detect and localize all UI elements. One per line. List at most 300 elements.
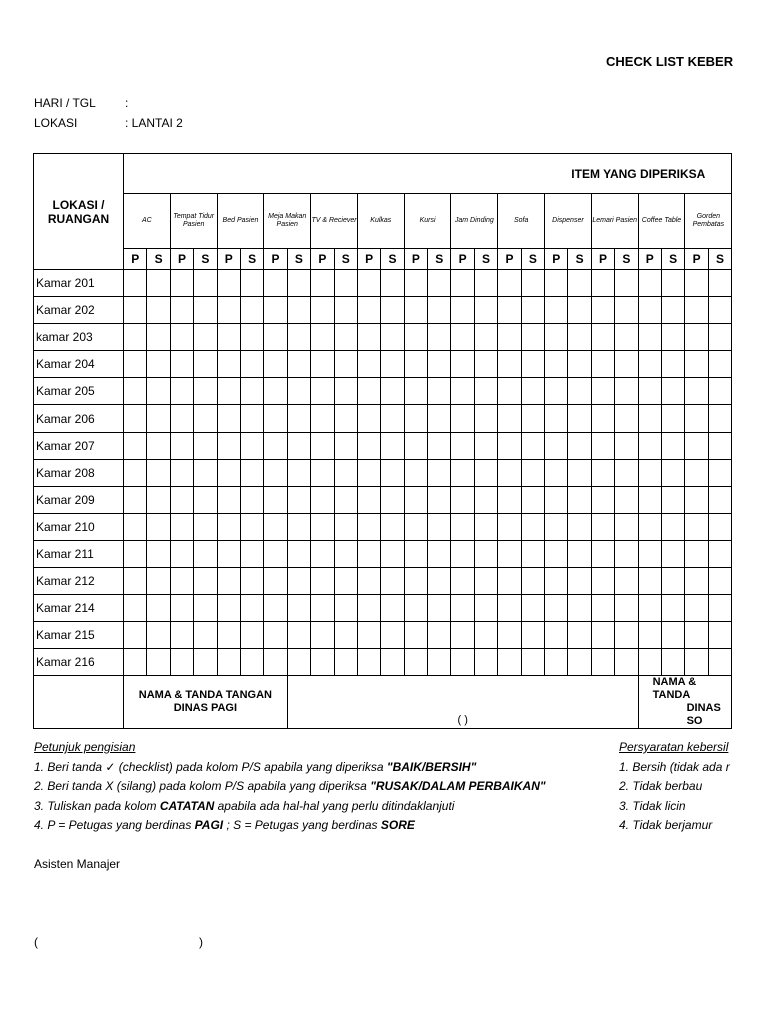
check-cell[interactable] [568, 378, 591, 405]
check-cell[interactable] [615, 324, 638, 351]
check-cell[interactable] [451, 405, 474, 432]
check-cell[interactable] [615, 351, 638, 378]
check-cell[interactable] [638, 540, 661, 567]
check-cell[interactable] [194, 595, 217, 622]
check-cell[interactable] [311, 595, 334, 622]
check-cell[interactable] [334, 595, 357, 622]
check-cell[interactable] [451, 486, 474, 513]
check-cell[interactable] [124, 405, 147, 432]
check-cell[interactable] [357, 595, 380, 622]
check-cell[interactable] [264, 405, 287, 432]
check-cell[interactable] [568, 459, 591, 486]
check-cell[interactable] [287, 324, 310, 351]
check-cell[interactable] [404, 297, 427, 324]
check-cell[interactable] [451, 378, 474, 405]
check-cell[interactable] [428, 270, 451, 297]
check-cell[interactable] [311, 405, 334, 432]
check-cell[interactable] [474, 351, 497, 378]
check-cell[interactable] [708, 405, 732, 432]
check-cell[interactable] [661, 351, 684, 378]
check-cell[interactable] [451, 432, 474, 459]
check-cell[interactable] [147, 432, 170, 459]
check-cell[interactable] [638, 297, 661, 324]
check-cell[interactable] [147, 649, 170, 676]
check-cell[interactable] [287, 270, 310, 297]
check-cell[interactable] [194, 622, 217, 649]
check-cell[interactable] [428, 568, 451, 595]
check-cell[interactable] [615, 513, 638, 540]
check-cell[interactable] [194, 513, 217, 540]
check-cell[interactable] [264, 270, 287, 297]
check-cell[interactable] [638, 432, 661, 459]
check-cell[interactable] [170, 459, 193, 486]
check-cell[interactable] [685, 540, 708, 567]
check-cell[interactable] [521, 513, 544, 540]
check-cell[interactable] [124, 649, 147, 676]
check-cell[interactable] [240, 405, 263, 432]
check-cell[interactable] [147, 459, 170, 486]
check-cell[interactable] [615, 649, 638, 676]
check-cell[interactable] [498, 351, 521, 378]
check-cell[interactable] [591, 540, 614, 567]
check-cell[interactable] [217, 595, 240, 622]
check-cell[interactable] [287, 649, 310, 676]
check-cell[interactable] [381, 649, 404, 676]
check-cell[interactable] [194, 649, 217, 676]
check-cell[interactable] [381, 432, 404, 459]
check-cell[interactable] [264, 568, 287, 595]
check-cell[interactable] [545, 540, 568, 567]
check-cell[interactable] [451, 459, 474, 486]
check-cell[interactable] [124, 540, 147, 567]
check-cell[interactable] [708, 297, 732, 324]
check-cell[interactable] [545, 622, 568, 649]
check-cell[interactable] [474, 595, 497, 622]
check-cell[interactable] [498, 405, 521, 432]
check-cell[interactable] [170, 324, 193, 351]
check-cell[interactable] [708, 568, 732, 595]
check-cell[interactable] [568, 351, 591, 378]
check-cell[interactable] [451, 270, 474, 297]
check-cell[interactable] [638, 513, 661, 540]
check-cell[interactable] [521, 595, 544, 622]
check-cell[interactable] [615, 297, 638, 324]
check-cell[interactable] [381, 513, 404, 540]
check-cell[interactable] [334, 378, 357, 405]
check-cell[interactable] [661, 297, 684, 324]
check-cell[interactable] [264, 378, 287, 405]
check-cell[interactable] [381, 486, 404, 513]
check-cell[interactable] [381, 378, 404, 405]
check-cell[interactable] [194, 432, 217, 459]
check-cell[interactable] [240, 540, 263, 567]
check-cell[interactable] [194, 351, 217, 378]
check-cell[interactable] [685, 405, 708, 432]
check-cell[interactable] [217, 432, 240, 459]
check-cell[interactable] [685, 595, 708, 622]
check-cell[interactable] [311, 513, 334, 540]
check-cell[interactable] [428, 459, 451, 486]
check-cell[interactable] [147, 540, 170, 567]
check-cell[interactable] [334, 568, 357, 595]
check-cell[interactable] [357, 540, 380, 567]
check-cell[interactable] [474, 513, 497, 540]
check-cell[interactable] [170, 649, 193, 676]
check-cell[interactable] [287, 432, 310, 459]
check-cell[interactable] [194, 405, 217, 432]
check-cell[interactable] [240, 513, 263, 540]
check-cell[interactable] [521, 486, 544, 513]
check-cell[interactable] [638, 405, 661, 432]
check-cell[interactable] [498, 513, 521, 540]
check-cell[interactable] [708, 459, 732, 486]
check-cell[interactable] [264, 595, 287, 622]
check-cell[interactable] [474, 378, 497, 405]
check-cell[interactable] [147, 405, 170, 432]
check-cell[interactable] [217, 649, 240, 676]
check-cell[interactable] [498, 324, 521, 351]
check-cell[interactable] [661, 513, 684, 540]
check-cell[interactable] [194, 540, 217, 567]
check-cell[interactable] [685, 270, 708, 297]
check-cell[interactable] [498, 595, 521, 622]
check-cell[interactable] [545, 324, 568, 351]
check-cell[interactable] [124, 270, 147, 297]
check-cell[interactable] [381, 324, 404, 351]
check-cell[interactable] [591, 432, 614, 459]
check-cell[interactable] [521, 649, 544, 676]
check-cell[interactable] [240, 568, 263, 595]
check-cell[interactable] [591, 270, 614, 297]
check-cell[interactable] [147, 622, 170, 649]
check-cell[interactable] [264, 622, 287, 649]
check-cell[interactable] [708, 486, 732, 513]
check-cell[interactable] [661, 378, 684, 405]
check-cell[interactable] [240, 486, 263, 513]
check-cell[interactable] [708, 622, 732, 649]
check-cell[interactable] [311, 486, 334, 513]
check-cell[interactable] [615, 595, 638, 622]
check-cell[interactable] [217, 405, 240, 432]
check-cell[interactable] [124, 351, 147, 378]
check-cell[interactable] [287, 378, 310, 405]
check-cell[interactable] [428, 432, 451, 459]
check-cell[interactable] [170, 432, 193, 459]
check-cell[interactable] [661, 486, 684, 513]
check-cell[interactable] [334, 297, 357, 324]
check-cell[interactable] [357, 459, 380, 486]
check-cell[interactable] [615, 540, 638, 567]
check-cell[interactable] [661, 324, 684, 351]
check-cell[interactable] [311, 622, 334, 649]
check-cell[interactable] [217, 622, 240, 649]
check-cell[interactable] [170, 351, 193, 378]
check-cell[interactable] [194, 568, 217, 595]
check-cell[interactable] [591, 622, 614, 649]
check-cell[interactable] [334, 324, 357, 351]
check-cell[interactable] [474, 459, 497, 486]
check-cell[interactable] [521, 540, 544, 567]
check-cell[interactable] [287, 486, 310, 513]
check-cell[interactable] [428, 486, 451, 513]
check-cell[interactable] [147, 595, 170, 622]
check-cell[interactable] [498, 378, 521, 405]
check-cell[interactable] [591, 459, 614, 486]
check-cell[interactable] [708, 270, 732, 297]
check-cell[interactable] [521, 270, 544, 297]
check-cell[interactable] [264, 486, 287, 513]
check-cell[interactable] [170, 297, 193, 324]
check-cell[interactable] [451, 324, 474, 351]
check-cell[interactable] [124, 459, 147, 486]
check-cell[interactable] [685, 432, 708, 459]
check-cell[interactable] [147, 297, 170, 324]
check-cell[interactable] [217, 459, 240, 486]
check-cell[interactable] [498, 622, 521, 649]
check-cell[interactable] [147, 568, 170, 595]
check-cell[interactable] [568, 297, 591, 324]
check-cell[interactable] [428, 297, 451, 324]
check-cell[interactable] [661, 432, 684, 459]
check-cell[interactable] [474, 540, 497, 567]
check-cell[interactable] [334, 513, 357, 540]
check-cell[interactable] [638, 459, 661, 486]
check-cell[interactable] [638, 324, 661, 351]
check-cell[interactable] [404, 622, 427, 649]
check-cell[interactable] [428, 324, 451, 351]
check-cell[interactable] [124, 432, 147, 459]
check-cell[interactable] [545, 270, 568, 297]
check-cell[interactable] [428, 405, 451, 432]
check-cell[interactable] [334, 486, 357, 513]
check-cell[interactable] [685, 622, 708, 649]
check-cell[interactable] [287, 459, 310, 486]
check-cell[interactable] [521, 324, 544, 351]
check-cell[interactable] [357, 405, 380, 432]
check-cell[interactable] [498, 270, 521, 297]
check-cell[interactable] [287, 622, 310, 649]
check-cell[interactable] [404, 649, 427, 676]
check-cell[interactable] [404, 405, 427, 432]
check-cell[interactable] [428, 351, 451, 378]
check-cell[interactable] [311, 568, 334, 595]
check-cell[interactable] [381, 568, 404, 595]
check-cell[interactable] [217, 513, 240, 540]
check-cell[interactable] [568, 513, 591, 540]
check-cell[interactable] [568, 432, 591, 459]
check-cell[interactable] [311, 649, 334, 676]
check-cell[interactable] [311, 378, 334, 405]
check-cell[interactable] [194, 486, 217, 513]
check-cell[interactable] [311, 432, 334, 459]
check-cell[interactable] [451, 297, 474, 324]
check-cell[interactable] [568, 486, 591, 513]
check-cell[interactable] [357, 622, 380, 649]
check-cell[interactable] [428, 595, 451, 622]
check-cell[interactable] [357, 270, 380, 297]
check-cell[interactable] [545, 568, 568, 595]
check-cell[interactable] [170, 513, 193, 540]
check-cell[interactable] [287, 595, 310, 622]
check-cell[interactable] [498, 459, 521, 486]
check-cell[interactable] [217, 378, 240, 405]
check-cell[interactable] [381, 540, 404, 567]
check-cell[interactable] [147, 513, 170, 540]
check-cell[interactable] [615, 486, 638, 513]
check-cell[interactable] [685, 351, 708, 378]
check-cell[interactable] [474, 270, 497, 297]
check-cell[interactable] [124, 486, 147, 513]
check-cell[interactable] [240, 459, 263, 486]
check-cell[interactable] [615, 622, 638, 649]
check-cell[interactable] [217, 270, 240, 297]
check-cell[interactable] [124, 622, 147, 649]
check-cell[interactable] [545, 486, 568, 513]
check-cell[interactable] [357, 432, 380, 459]
check-cell[interactable] [264, 324, 287, 351]
check-cell[interactable] [428, 540, 451, 567]
check-cell[interactable] [451, 568, 474, 595]
check-cell[interactable] [708, 540, 732, 567]
check-cell[interactable] [357, 486, 380, 513]
check-cell[interactable] [147, 270, 170, 297]
check-cell[interactable] [428, 513, 451, 540]
check-cell[interactable] [474, 432, 497, 459]
check-cell[interactable] [124, 595, 147, 622]
check-cell[interactable] [357, 297, 380, 324]
check-cell[interactable] [591, 297, 614, 324]
check-cell[interactable] [568, 405, 591, 432]
check-cell[interactable] [334, 649, 357, 676]
check-cell[interactable] [428, 622, 451, 649]
check-cell[interactable] [381, 459, 404, 486]
check-cell[interactable] [404, 324, 427, 351]
check-cell[interactable] [568, 270, 591, 297]
check-cell[interactable] [708, 378, 732, 405]
check-cell[interactable] [264, 540, 287, 567]
check-cell[interactable] [240, 270, 263, 297]
check-cell[interactable] [661, 405, 684, 432]
check-cell[interactable] [498, 297, 521, 324]
check-cell[interactable] [170, 378, 193, 405]
check-cell[interactable] [170, 270, 193, 297]
check-cell[interactable] [638, 649, 661, 676]
check-cell[interactable] [521, 568, 544, 595]
check-cell[interactable] [568, 622, 591, 649]
check-cell[interactable] [591, 513, 614, 540]
check-cell[interactable] [451, 513, 474, 540]
check-cell[interactable] [521, 405, 544, 432]
check-cell[interactable] [287, 568, 310, 595]
check-cell[interactable] [545, 513, 568, 540]
check-cell[interactable] [521, 622, 544, 649]
check-cell[interactable] [264, 297, 287, 324]
check-cell[interactable] [381, 595, 404, 622]
check-cell[interactable] [194, 324, 217, 351]
check-cell[interactable] [334, 405, 357, 432]
check-cell[interactable] [685, 486, 708, 513]
check-cell[interactable] [591, 378, 614, 405]
check-cell[interactable] [591, 351, 614, 378]
check-cell[interactable] [170, 622, 193, 649]
check-cell[interactable] [124, 297, 147, 324]
check-cell[interactable] [240, 595, 263, 622]
check-cell[interactable] [545, 351, 568, 378]
check-cell[interactable] [381, 405, 404, 432]
check-cell[interactable] [404, 432, 427, 459]
check-cell[interactable] [404, 486, 427, 513]
check-cell[interactable] [240, 351, 263, 378]
check-cell[interactable] [264, 513, 287, 540]
check-cell[interactable] [591, 595, 614, 622]
check-cell[interactable] [685, 378, 708, 405]
check-cell[interactable] [638, 568, 661, 595]
check-cell[interactable] [474, 324, 497, 351]
check-cell[interactable] [708, 649, 732, 676]
check-cell[interactable] [404, 378, 427, 405]
check-cell[interactable] [591, 486, 614, 513]
check-cell[interactable] [170, 595, 193, 622]
check-cell[interactable] [545, 649, 568, 676]
check-cell[interactable] [381, 622, 404, 649]
check-cell[interactable] [357, 378, 380, 405]
check-cell[interactable] [287, 405, 310, 432]
check-cell[interactable] [615, 568, 638, 595]
check-cell[interactable] [334, 432, 357, 459]
check-cell[interactable] [287, 297, 310, 324]
check-cell[interactable] [474, 649, 497, 676]
check-cell[interactable] [217, 568, 240, 595]
check-cell[interactable] [568, 568, 591, 595]
check-cell[interactable] [661, 459, 684, 486]
check-cell[interactable] [568, 324, 591, 351]
check-cell[interactable] [404, 459, 427, 486]
check-cell[interactable] [498, 568, 521, 595]
check-cell[interactable] [521, 378, 544, 405]
check-cell[interactable] [638, 486, 661, 513]
check-cell[interactable] [287, 540, 310, 567]
check-cell[interactable] [124, 324, 147, 351]
check-cell[interactable] [217, 540, 240, 567]
check-cell[interactable] [591, 649, 614, 676]
check-cell[interactable] [615, 378, 638, 405]
check-cell[interactable] [194, 459, 217, 486]
check-cell[interactable] [474, 568, 497, 595]
check-cell[interactable] [498, 432, 521, 459]
check-cell[interactable] [194, 378, 217, 405]
check-cell[interactable] [217, 486, 240, 513]
check-cell[interactable] [404, 270, 427, 297]
check-cell[interactable] [311, 351, 334, 378]
check-cell[interactable] [545, 459, 568, 486]
check-cell[interactable] [474, 297, 497, 324]
check-cell[interactable] [334, 622, 357, 649]
check-cell[interactable] [568, 649, 591, 676]
check-cell[interactable] [381, 297, 404, 324]
check-cell[interactable] [545, 405, 568, 432]
check-cell[interactable] [638, 595, 661, 622]
check-cell[interactable] [708, 513, 732, 540]
check-cell[interactable] [240, 649, 263, 676]
check-cell[interactable] [545, 595, 568, 622]
check-cell[interactable] [638, 270, 661, 297]
check-cell[interactable] [170, 568, 193, 595]
check-cell[interactable] [381, 351, 404, 378]
check-cell[interactable] [404, 568, 427, 595]
check-cell[interactable] [685, 297, 708, 324]
check-cell[interactable] [474, 622, 497, 649]
check-cell[interactable] [264, 459, 287, 486]
